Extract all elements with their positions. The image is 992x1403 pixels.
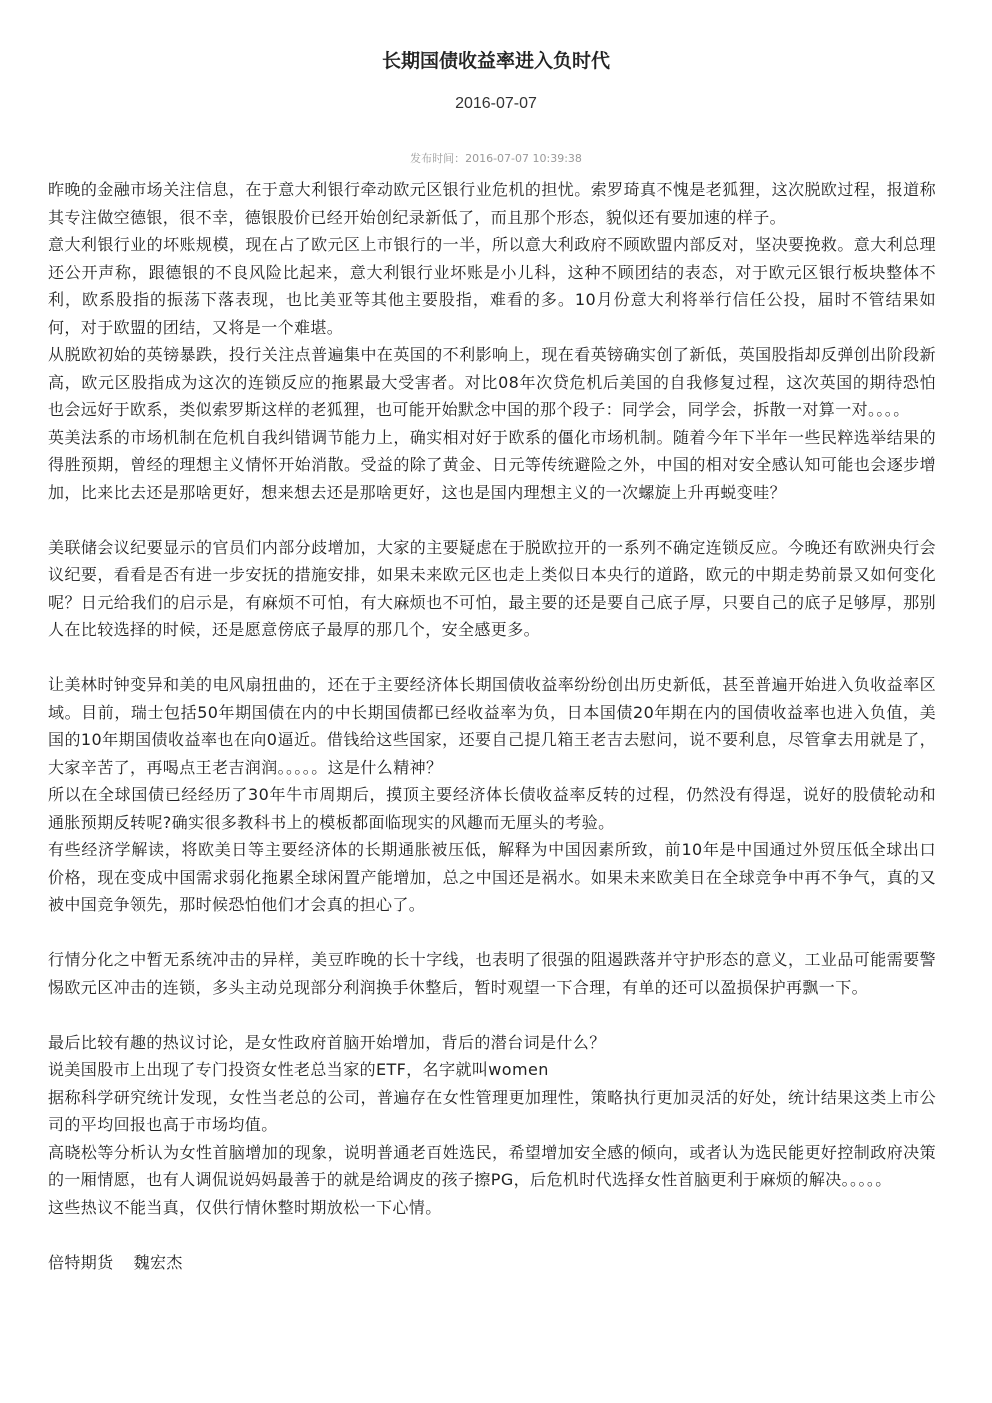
paragraph: 让美林时钟变异和美的电风扇扭曲的，还在于主要经济体长期国债收益率纷纷创出历史新低，甚至普遍开始进入负收益率区域。目前，瑞士包括50年期国债在内的中长期国债都已经收益率为负，日本国债20年期在内的国债收益率也进入负值，美国的10年期国债收益率也在向0逼近。借钱给这些国家，还要自己提几箱王老吉去慰问，说不要利息，尽管拿去用就是了，大家辛苦了，再喝点王老吉润润。。。。。这是什么精神？ xyxy=(48,675,936,777)
paragraph-gap xyxy=(48,919,936,947)
paragraph-gap xyxy=(48,644,936,672)
paragraph: 行情分化之中暂无系统冲击的异样，美豆昨晚的长十字线，也表明了很强的阻遏跌落并守护形态的意义，工业品可能需要警惕欧元区冲击的连锁，多头主动兑现部分利润换手休整后，暂时观望一下合理，有单的还可以盈损保护再飘一下。 xyxy=(48,950,936,997)
paragraph: 据称科学研究统计发现，女性当老总的公司，普遍存在女性管理更加理性，策略执行更加灵活的好处，统计结果这类上市公司的平均回报也高于市场均值。 xyxy=(48,1087,936,1134)
paragraph-gap xyxy=(48,1221,936,1249)
signature-author: 魏宏杰 xyxy=(133,1252,183,1272)
publish-label: 发布时间： xyxy=(410,152,466,165)
paragraph: 从脱欧初始的英镑暴跌，投行关注点普遍集中在英国的不利影响上，现在看英镑确实创了新低，英国股指却反弹创出阶段新高，欧元区股指成为这次的连锁反应的拖累最大受害者。对比08年次贷危机后美国的自我修复过程，这次英国的期待恐怕也会远好于欧系，类似索罗斯这样的老狐狸，也可能开始默念中国的那个段子：同学会，同学会，拆散一对算一对。。。。 xyxy=(48,345,936,419)
article-title: 长期国债收益率进入负时代 xyxy=(381,50,610,72)
paragraph: 这些热议不能当真，仅供行情休整时期放松一下心情。 xyxy=(48,1197,442,1217)
publish-time: 2016-07-07 10:39:38 xyxy=(465,152,582,165)
article-body xyxy=(48,176,936,1276)
paragraph: 英美法系的市场机制在危机自我纠错调节能力上，确实相对好于欧系的僵化市场机制。随着今年下半年一些民粹选举结果的得胜预期，曾经的理想主义情怀开始消散。受益的除了黄金、日元等传统避险之外，中国的相对安全感认知可能也会逐步增加，比来比去还是那啥更好，想来想去还是那啥更好，这也是国内理想主义的一次螺旋上升再蜕变哇？ xyxy=(48,427,936,502)
paragraph: 有些经济学解读，将欧美日等主要经济体的长期通胀被压低，解释为中国因素所致，前10年是中国通过外贸压低全球出口价格，现在变成中国需求弱化拖累全球闲置产能增加，总之中国还是祸水。如果未来欧美日在全球竞争中再不争气，真的又被中国竞争领先，那时候恐怕他们才会真的担心了。 xyxy=(48,840,936,914)
paragraph: 高晓松等分析认为女性首脑增加的现象，说明普通老百姓选民，希望增加安全感的倾向，或者认为选民能更好控制政府决策的一厢情愿，也有人调侃说妈妈最善于的就是给调皮的孩子擦PG，后危机时代选择女性首脑更利于麻烦的解决。。。。。 xyxy=(48,1142,936,1189)
signature xyxy=(48,1249,936,1277)
paragraph: 美联储会议纪要显示的官员们内部分歧增加，大家的主要疑虑在于脱欧拉开的一系列不确定连锁反应。今晚还有欧洲央行会议纪要，看看是否有进一步安抚的措施安排，如果未来欧元区也走上类似日本央行的道路，欧元的中期走势前景又如何变化呢？日元给我们的启示是，有麻烦不可怕，有大麻烦也不可怕，最主要的还是要自己底子厚，只要自己的底子足够厚，那别人在比较选择的时候，还是愿意傍底子最厚的那几个，安全感更多。 xyxy=(48,537,936,639)
paragraph: 说美国股市上出现了专门投资女性老总当家的ETF，名字就叫women xyxy=(48,1060,549,1079)
paragraph: 最后比较有趣的热议讨论，是女性政府首脑开始增加，背后的潜台词是什么？ xyxy=(48,1032,606,1052)
article-date: 2016-07-07 xyxy=(455,95,537,112)
paragraph: 意大利银行业的坏账规模，现在占了欧元区上市银行的一半，所以意大利政府不顾欧盟内部反对，坚决要挽救。意大利总理还公开声称，跟德银的不良风险比起来，意大利银行业坏账是小儿科，这种不顾团结的表态，对于欧元区银行板块整体不利，欧系股指的振荡下落表现，也比美亚等其他主要股指，难看的多。10月份意大利将举行信任公投，届时不管结果如何，对于欧盟的团结，又将是一个难堪。 xyxy=(48,235,936,337)
paragraph: 所以在全球国债已经经历了30年牛市周期后，摸顶主要经济体长债收益率反转的过程，仍然没有得逞，说好的股债轮动和通胀预期反转呢?确实很多教科书上的模板都面临现实的风趣而无厘头的考验。 xyxy=(48,785,936,832)
paragraph: 昨晚的金融市场关注信息，在于意大利银行牵动欧元区银行业危机的担忧。索罗琦真不愧是老狐狸，这次脱欧过程，报道称其专注做空德银，很不幸，德银股价已经开始创纪录新低了，而且那个形态，貌似还有要加速的样子。 xyxy=(48,180,936,227)
signature-company: 倍特期货 xyxy=(48,1252,114,1272)
paragraph-gap xyxy=(48,1001,936,1029)
paragraph-gap xyxy=(48,506,936,534)
publish-meta xyxy=(0,150,992,166)
